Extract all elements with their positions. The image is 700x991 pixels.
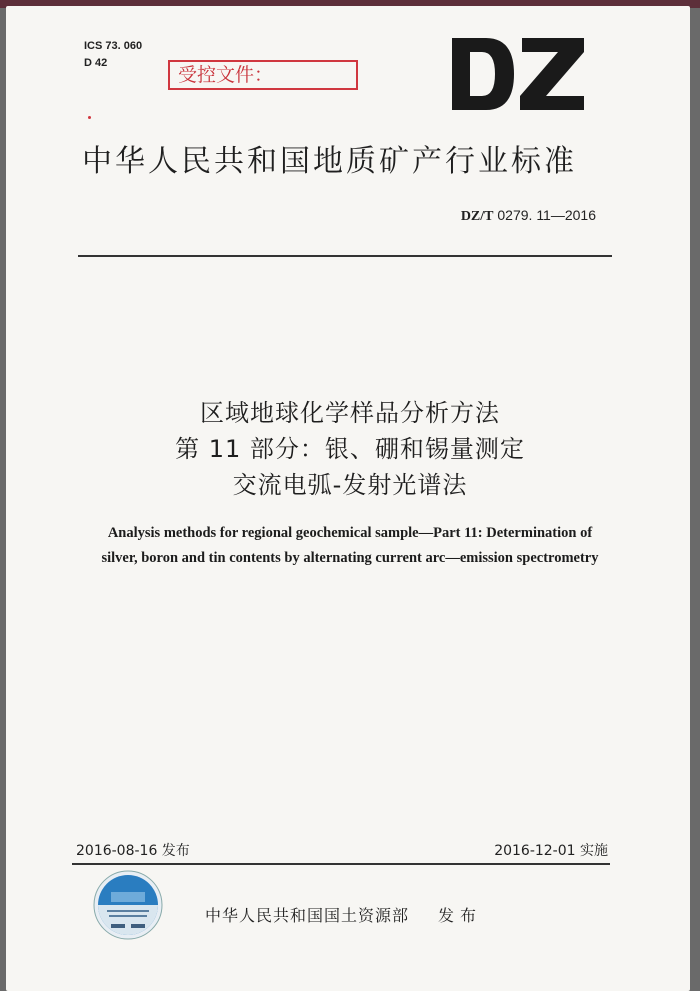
header-divider: [78, 255, 612, 257]
title-en-line-2: silver, boron and tin contents by alternating current arc—emission spectrometry: [101, 550, 599, 566]
title-cn-line-3: 交流电弧-发射光谱法: [232, 471, 468, 499]
publish-label: 发布: [438, 906, 483, 925]
standard-number-value: 0279. 11—2016: [497, 207, 596, 223]
controlled-document-stamp: 受控文件：: [168, 60, 358, 90]
dz-logo: [452, 38, 584, 110]
standard-number-prefix: DZ/T: [460, 209, 494, 224]
classification-codes: [84, 38, 142, 72]
footer-divider: [72, 863, 610, 865]
title-cn-line-1: 区域地球化学样品分析方法: [200, 399, 500, 427]
title-en: [50, 521, 650, 571]
publisher-name: 中华人民共和国国土资源部: [205, 906, 410, 925]
issue-date: 2016-08-16 发布: [76, 843, 190, 859]
stamp-ink-dot: [88, 116, 91, 119]
title-cn-line-2: 第 11 部分：银、硼和锡量测定: [175, 435, 525, 463]
title-en-line-1: Analysis methods for regional geochemical sample—Part 11: Determination of: [107, 525, 593, 541]
standard-category-title: 中华人民共和国地质矿产行业标准: [82, 144, 577, 179]
ics-code: ICS 73. 060: [84, 40, 143, 52]
implementation-date: 2016-12-01 实施: [494, 843, 608, 859]
standard-number: [461, 207, 596, 225]
anti-counterfeit-seal: [93, 870, 163, 940]
ccs-code: D 42: [84, 57, 108, 69]
